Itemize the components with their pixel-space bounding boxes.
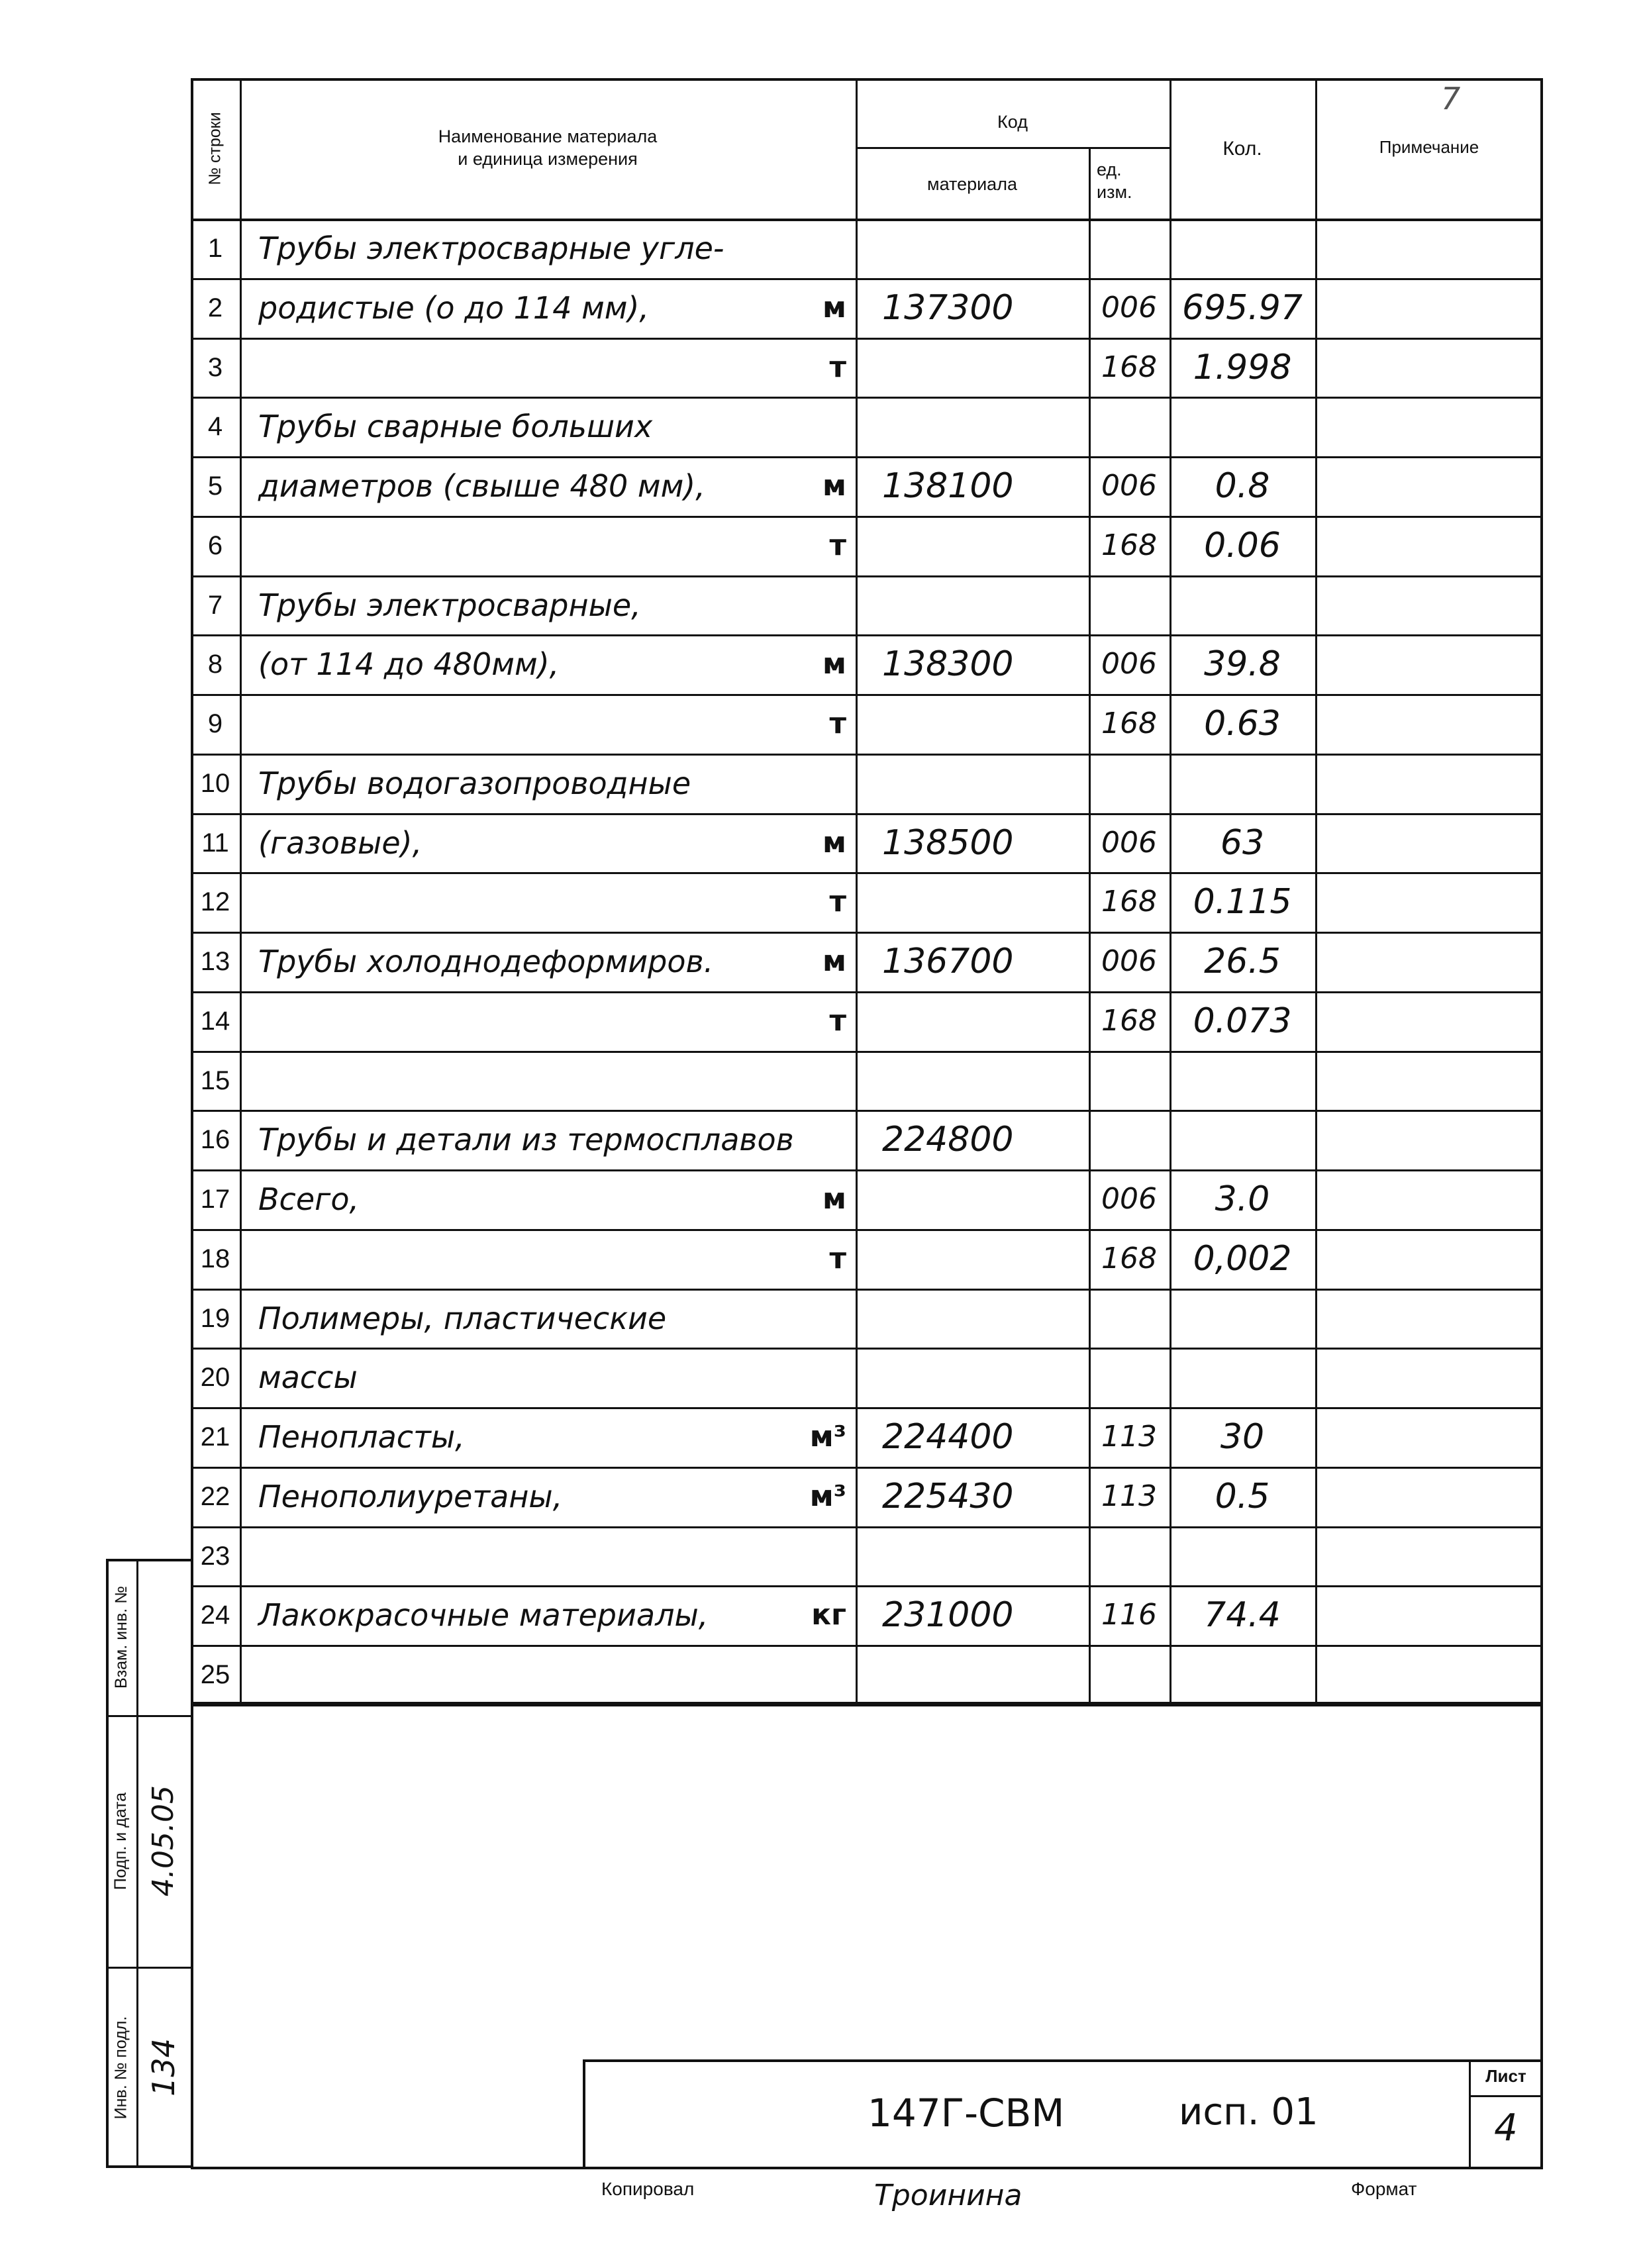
table-row: [191, 1467, 1543, 1526]
unit-label: [796, 1348, 856, 1407]
unit-label: м: [822, 1182, 846, 1216]
quantity: 0.8: [1215, 466, 1270, 506]
unit-label: м: [822, 944, 846, 978]
frame-left-edge: [191, 1704, 193, 2168]
replace-inv-label-cell: [106, 1559, 136, 1715]
unit-code: 168: [1101, 1242, 1157, 1275]
material-name: [240, 516, 796, 575]
unit-code: 113: [1101, 1479, 1157, 1513]
row-number: 10: [200, 768, 230, 798]
unit-label: т: [829, 528, 846, 562]
row-number-header-cell: [191, 78, 240, 219]
unit-label: м: [822, 469, 846, 503]
table-row: [191, 1289, 1543, 1348]
unit-code: [1089, 754, 1170, 813]
name-header-line2: и единица измерения: [458, 148, 638, 169]
quantity: 26.5: [1204, 942, 1281, 981]
row-number: 23: [200, 1541, 230, 1571]
material-code: [856, 694, 1089, 754]
unit-label: т: [829, 707, 846, 740]
unit-label: кг: [811, 1598, 846, 1632]
code-material-header: материала: [927, 174, 1017, 194]
quantity: 74.4: [1204, 1595, 1281, 1635]
quantity: 0.073: [1193, 1001, 1292, 1041]
table-row: [191, 1348, 1543, 1407]
sign-date-label: Подп. и дата: [111, 1792, 130, 1890]
material-code: 136700: [882, 942, 1014, 981]
unit-label: м: [822, 826, 846, 860]
material-name: диаметров (свыше 480 мм),: [258, 468, 705, 504]
row-number: 20: [200, 1362, 230, 1392]
row-number: 12: [200, 887, 230, 916]
material-name: Трубы холоднодеформиров.: [258, 944, 714, 979]
material-name: [240, 1051, 796, 1110]
unit-code: 168: [1101, 885, 1157, 918]
unit-label: [796, 1645, 856, 1704]
material-name: Пенополиуретаны,: [258, 1479, 563, 1514]
unit-code: [1089, 1289, 1170, 1348]
material-code: [856, 338, 1089, 397]
replace-inv-value-cell: [136, 1559, 191, 1715]
unit-code: [1089, 1051, 1170, 1110]
row-number: 4: [207, 411, 223, 441]
quantity: [1170, 575, 1315, 635]
quantity: [1170, 1348, 1315, 1407]
inv-orig-value: 134: [146, 2038, 181, 2096]
name-header: [240, 126, 856, 171]
unit-code: 168: [1101, 350, 1157, 384]
qty-header: Кол.: [1222, 138, 1262, 160]
row-number: 2: [207, 293, 223, 322]
row-number: 13: [200, 946, 230, 976]
edition: исп. 01: [1179, 2091, 1319, 2134]
quantity: 63: [1220, 823, 1265, 863]
table-row: [191, 1110, 1543, 1169]
row-number: 15: [200, 1065, 230, 1095]
quantity: [1170, 1110, 1315, 1169]
unit-code: [1089, 1110, 1170, 1169]
material-name: Трубы и детали из термосплавов: [258, 1122, 794, 1158]
table-row: [191, 634, 1543, 694]
material-name: [240, 1645, 796, 1704]
sign-date-value-cell: [136, 1715, 191, 1967]
unit-label: [796, 1110, 856, 1169]
row-number-header: № строки: [205, 111, 224, 185]
sheet-number: 4: [1494, 2106, 1518, 2149]
row-number: 17: [200, 1184, 230, 1214]
name-header-line1: Наименование материала: [438, 126, 658, 146]
copied-signature: Троинина: [874, 2179, 1022, 2212]
material-name: [240, 1229, 796, 1289]
material-code: 138100: [882, 466, 1014, 506]
unit-code: 168: [1101, 528, 1157, 562]
row-number: 7: [207, 590, 223, 620]
table-row: [191, 1229, 1543, 1289]
code-unit-header: [1089, 159, 1170, 204]
unit-label: т: [829, 885, 846, 918]
row-divider: [191, 1704, 1543, 1706]
row-number: 8: [207, 649, 223, 679]
material-name: [240, 991, 796, 1051]
code-unit-header-line2: изм.: [1097, 181, 1132, 202]
quantity: 0.5: [1215, 1477, 1270, 1516]
row-number: 11: [201, 828, 229, 858]
unit-label: м³: [809, 1479, 846, 1513]
unit-label: [796, 575, 856, 635]
quantity: 0.63: [1204, 704, 1281, 744]
unit-code: [1089, 1645, 1170, 1704]
unit-code: [1089, 1526, 1170, 1586]
inv-orig-label: Инв. № подл.: [111, 2016, 130, 2119]
table-row: [191, 575, 1543, 635]
material-code: 225430: [882, 1477, 1014, 1516]
quantity: [1170, 754, 1315, 813]
material-name: родистые (о до 114 мм),: [258, 290, 650, 326]
material-name: Полимеры, пластические: [258, 1301, 667, 1336]
unit-label: [796, 397, 856, 456]
quantity: [1170, 1526, 1315, 1586]
table-row: [191, 1407, 1543, 1467]
row-number: 24: [200, 1600, 230, 1630]
unit-code: 168: [1101, 707, 1157, 740]
doc-code: 147Г-СВМ: [868, 2091, 1065, 2136]
material-code: [856, 872, 1089, 932]
material-code: 138500: [882, 823, 1014, 863]
material-name: (газовые),: [258, 825, 423, 861]
material-name: Трубы водогазопроводные: [258, 765, 691, 801]
material-name: [240, 338, 796, 397]
sign-date-value: 4.05.05: [146, 1785, 181, 1897]
unit-code: 006: [1101, 647, 1157, 681]
material-code: [856, 1229, 1089, 1289]
material-name: [240, 872, 796, 932]
table-row: [191, 1585, 1543, 1645]
material-name: (от 114 до 480мм),: [258, 646, 560, 682]
quantity: 1.998: [1193, 348, 1292, 387]
unit-label: т: [829, 1004, 846, 1038]
sheet-label: Лист: [1485, 2066, 1526, 2086]
material-name: [240, 1526, 796, 1586]
unit-code: 116: [1101, 1598, 1157, 1632]
quantity: [1170, 219, 1315, 278]
format-label: Формат: [1351, 2179, 1417, 2199]
material-code: [856, 575, 1089, 635]
inv-orig-label-cell: [106, 1967, 136, 2168]
material-code: [856, 1645, 1089, 1704]
unit-code: 006: [1101, 1182, 1157, 1216]
material-code: [856, 1051, 1089, 1110]
code-header: Код: [997, 112, 1028, 132]
unit-label: м: [822, 291, 846, 324]
note-header: Примечание: [1379, 137, 1479, 157]
unit-code: 006: [1101, 291, 1157, 324]
material-code: [856, 397, 1089, 456]
unit-label: м³: [809, 1420, 846, 1454]
table-row: [191, 1051, 1543, 1110]
quantity: 3.0: [1215, 1179, 1270, 1219]
material-code: 231000: [882, 1595, 1014, 1635]
inv-orig-value-cell: [136, 1967, 191, 2168]
row-number: 21: [200, 1422, 230, 1452]
table-row: [191, 338, 1543, 397]
quantity: [1170, 1289, 1315, 1348]
table-row: [191, 754, 1543, 813]
table-row: [191, 1526, 1543, 1586]
row-number: 9: [207, 709, 223, 738]
table-row: [191, 219, 1543, 278]
material-name: Всего,: [258, 1181, 360, 1217]
unit-label: м: [822, 647, 846, 681]
unit-code: 006: [1101, 469, 1157, 503]
row-number: 3: [207, 352, 223, 382]
unit-code: 168: [1101, 1004, 1157, 1038]
quantity: [1170, 397, 1315, 456]
sign-date-label-cell: [106, 1715, 136, 1967]
material-name: Лакокрасочные материалы,: [258, 1597, 709, 1633]
table-row: [191, 991, 1543, 1051]
quantity: 0.115: [1193, 882, 1292, 922]
material-code: 224800: [882, 1120, 1014, 1159]
unit-code: [1089, 397, 1170, 456]
material-name: массы: [258, 1359, 358, 1395]
table-row: [191, 932, 1543, 991]
table-row: [191, 1169, 1543, 1229]
unit-label: [796, 1289, 856, 1348]
material-name: Трубы сварные больших: [258, 409, 653, 444]
material-code: [856, 219, 1089, 278]
material-code: 138300: [882, 644, 1014, 684]
unit-label: т: [829, 350, 846, 384]
quantity: 30: [1220, 1417, 1265, 1457]
material-name: Пенопласты,: [258, 1419, 465, 1455]
table-row: [191, 397, 1543, 456]
row-number: 6: [207, 530, 223, 560]
row-number: 19: [200, 1303, 230, 1333]
quantity: [1170, 1051, 1315, 1110]
table-row: [191, 278, 1543, 338]
code-subheader-line: [856, 147, 1170, 149]
copied-label: Копировал: [601, 2179, 695, 2199]
row-number: 1: [207, 233, 223, 263]
quantity: 0.06: [1204, 526, 1281, 566]
quantity: [1170, 1645, 1315, 1704]
material-code: [856, 1289, 1089, 1348]
material-code: [856, 1348, 1089, 1407]
material-name: Трубы электросварные,: [258, 587, 641, 623]
code-unit-header-line1: ед.: [1097, 160, 1122, 179]
material-name: [240, 694, 796, 754]
quantity: 0,002: [1193, 1239, 1292, 1279]
row-number: 25: [200, 1659, 230, 1689]
material-code: [856, 1526, 1089, 1586]
table-row: [191, 694, 1543, 754]
unit-code: [1089, 575, 1170, 635]
unit-label: [796, 754, 856, 813]
row-number: 18: [200, 1244, 230, 1273]
table-row: [191, 813, 1543, 873]
table-row: [191, 516, 1543, 575]
title-block-sheet-line: [1469, 2095, 1543, 2097]
unit-code: 006: [1101, 826, 1157, 860]
corner-mark: 7: [1441, 81, 1461, 117]
unit-label: [796, 219, 856, 278]
material-code: 224400: [882, 1417, 1014, 1457]
unit-label: [796, 1051, 856, 1110]
unit-code: 006: [1101, 944, 1157, 978]
row-number: 14: [200, 1006, 230, 1036]
table-row: [191, 456, 1543, 516]
replace-inv-label: Взам. инв. №: [111, 1585, 130, 1689]
material-code: [856, 1169, 1089, 1229]
quantity: 39.8: [1204, 644, 1281, 684]
unit-code: [1089, 1348, 1170, 1407]
material-code: 137300: [882, 288, 1014, 328]
row-number: 5: [207, 471, 223, 501]
unit-code: [1089, 219, 1170, 278]
material-code: [856, 991, 1089, 1051]
quantity: 695.97: [1182, 288, 1303, 328]
material-code: [856, 754, 1089, 813]
row-number: 22: [200, 1481, 230, 1511]
unit-label: [796, 1526, 856, 1586]
table-row: [191, 1645, 1543, 1704]
material-name: Трубы электросварные угле-: [258, 230, 724, 266]
unit-label: т: [829, 1242, 846, 1275]
material-code: [856, 516, 1089, 575]
table-row: [191, 872, 1543, 932]
row-number: 16: [200, 1124, 230, 1154]
unit-code: 113: [1101, 1420, 1157, 1454]
